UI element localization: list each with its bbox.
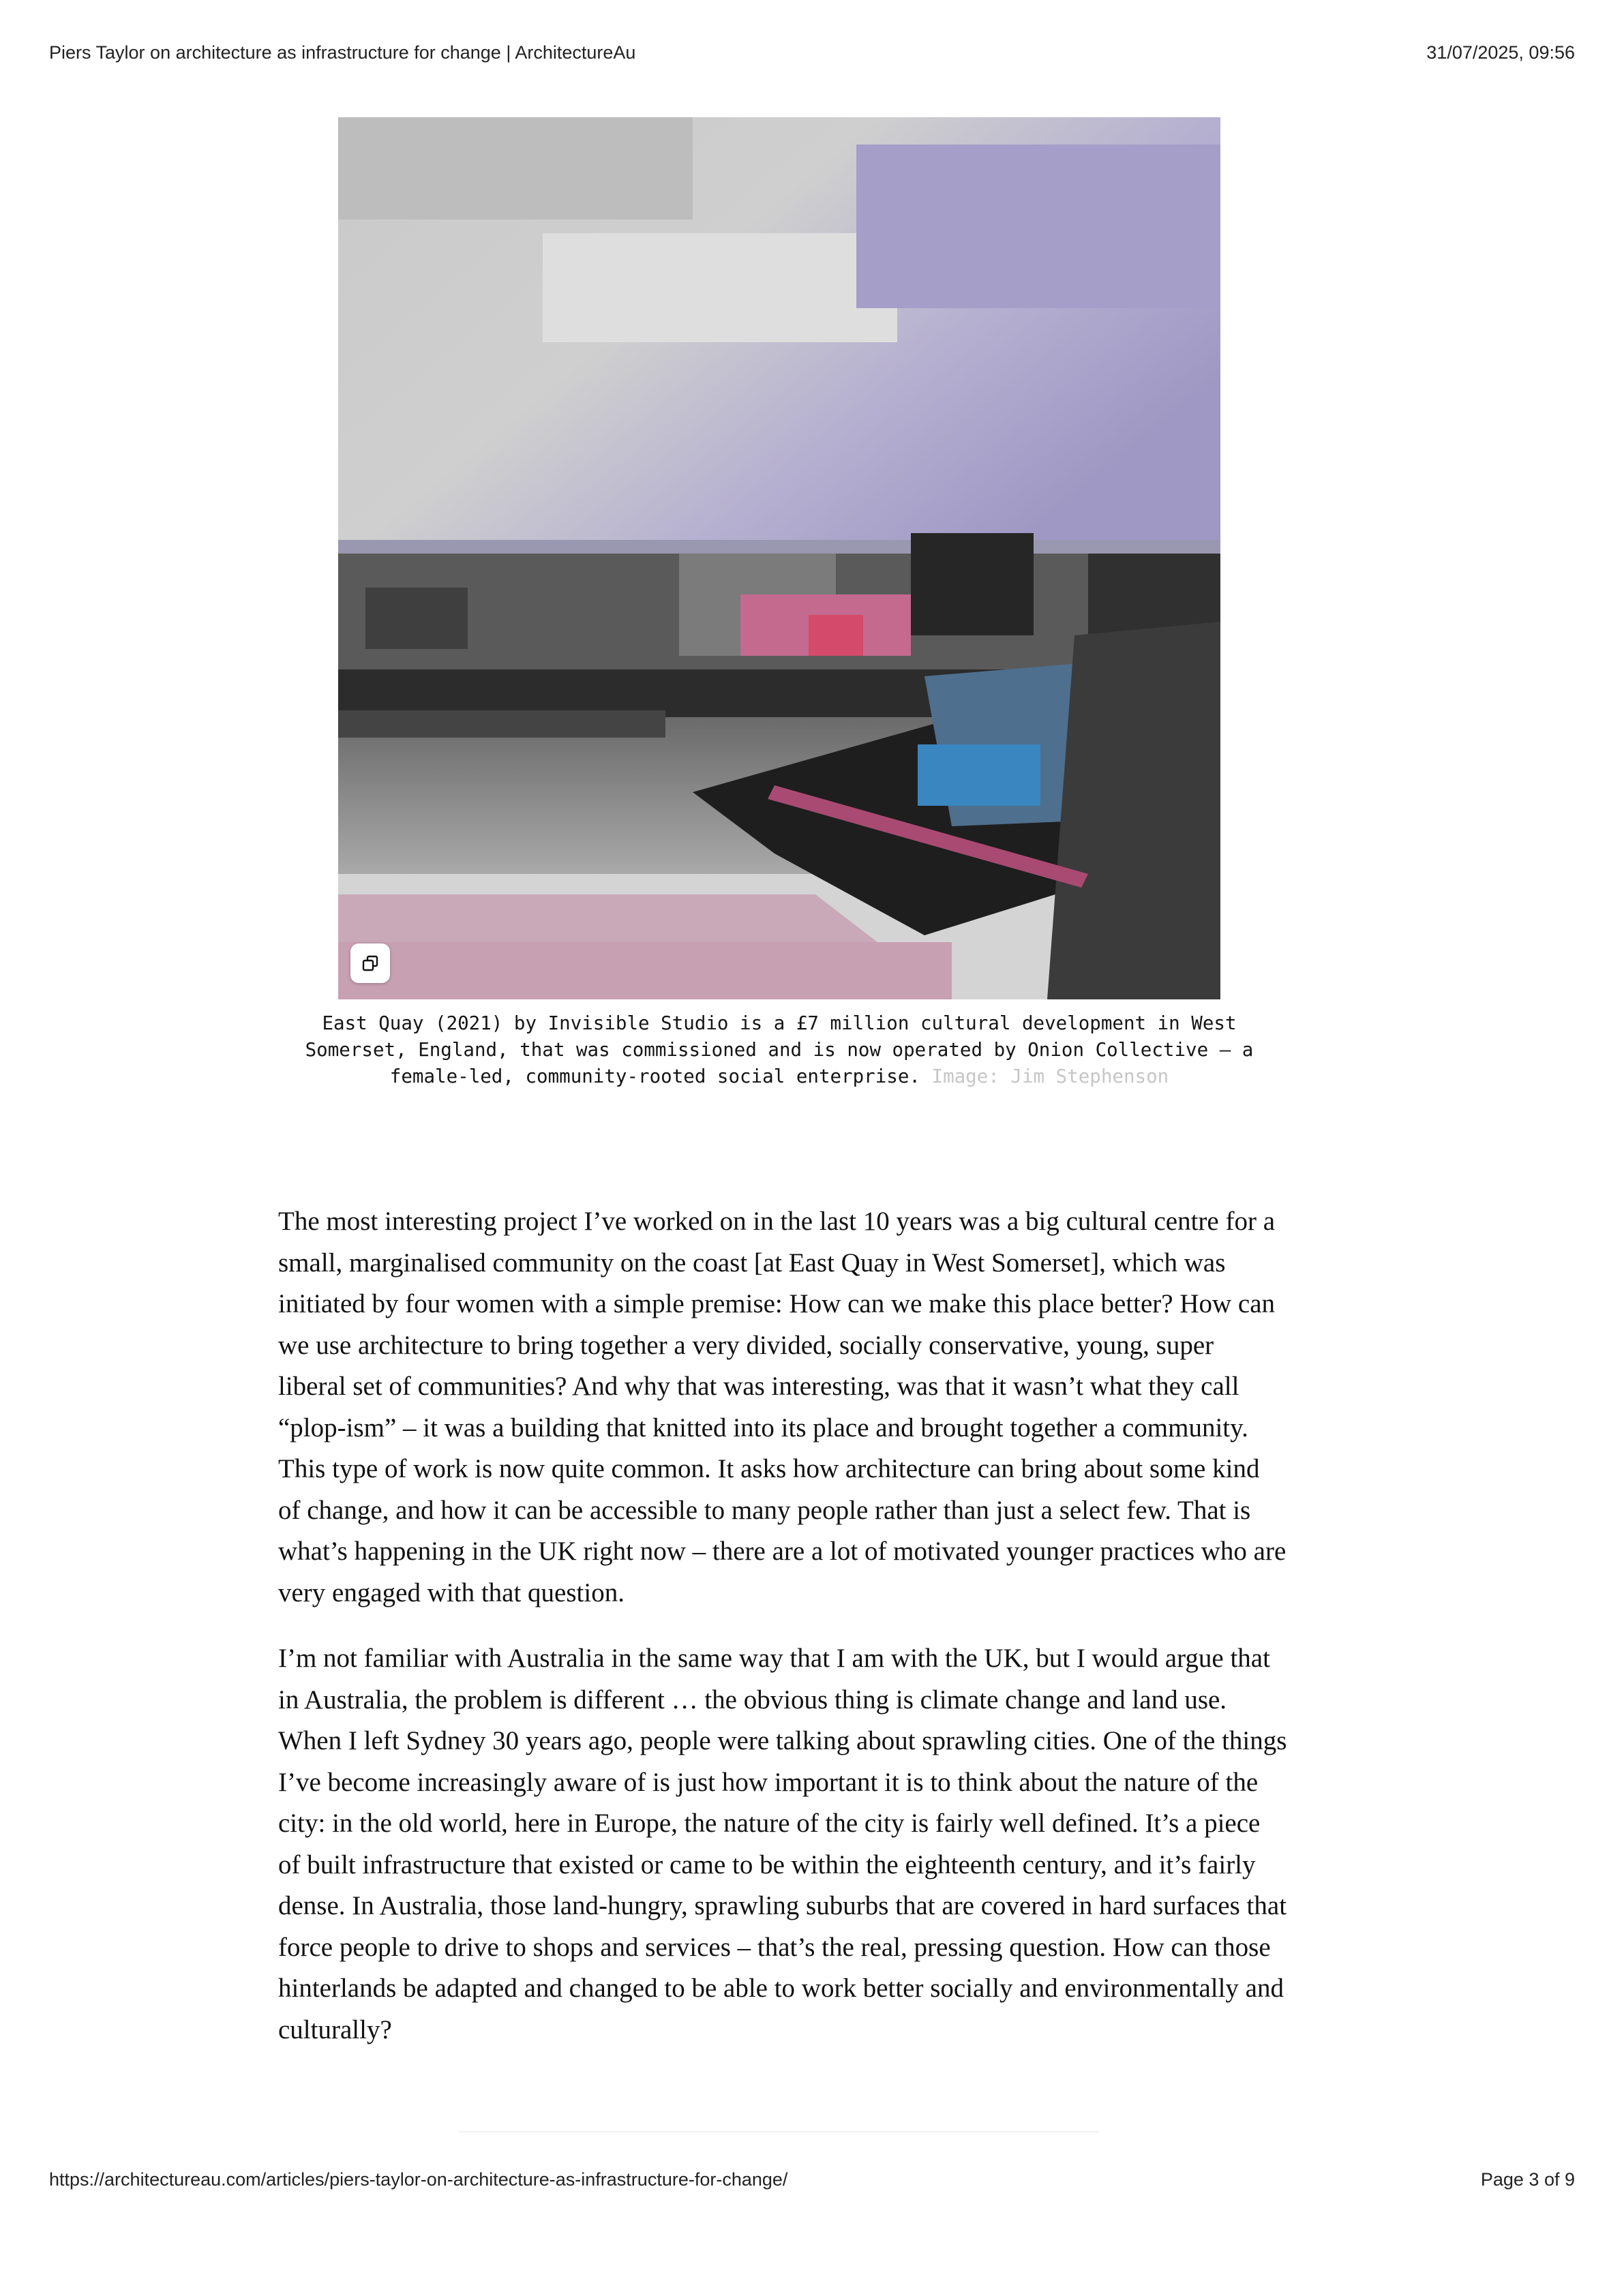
article-photo: [338, 117, 1220, 999]
print-footer: [0, 2169, 1624, 2210]
harbour-photo-illustration: [338, 117, 1220, 999]
caption-text: East Quay (2021) by Invisible Studio is a £7 million cultural development in West Somerset, England, that was commissioned and is now operated by Onion Collective – a female-led, community-rooted social enterprise.: [305, 1012, 1254, 1087]
print-datetime: 31/07/2025, 09:56: [1426, 42, 1575, 63]
print-page-title: Piers Taylor on architecture as infrastructure for change | ArchitectureAu: [49, 42, 636, 63]
enlarge-icon: [361, 954, 379, 972]
image-credit: Image: Jim Stephenson: [931, 1066, 1169, 1087]
print-page-number: Page 3 of 9: [1480, 2169, 1575, 2190]
enlarge-image-button[interactable]: [350, 943, 390, 983]
print-header: [0, 42, 1624, 83]
article-paragraph: The most interesting project I’ve worked on in the last 10 years was a big cultural centre for a small, marginalised community on the coast [at East Quay in West Somerset], which was initiated by four women with a simple premise: How can we make this place better? How can we use architecture to bring together a very divided, socially conservative, young, super liberal set of communities? And why that was interesting, was that it wasn’t what they call “plop-ism” – it was a building that knitted into its place and brought together a community. This type of work is now quite common. It asks how architecture can bring about some kind of change, and how it can be accessible to many people rather than just a select few. That is what’s happening in the UK right now – there are a lot of motivated younger practices who are very engaged with that question.: [278, 1207, 1287, 1607]
article-paragraph: I’m not familiar with Australia in the same way that I am with the UK, but I would argue that in Australia, the problem is different … the obvious thing is climate change and land use. When I left Sydney 30 years ago, people were talking about sprawling cities. One of the things I’ve become increasingly aware of is just how important it is to think about the nature of the city: in the old world, here in Europe, the nature of the city is fairly well defined. It’s a piece of built infrastructure that existed or came to be within the eighteenth century, and it’s fairly dense. In Australia, those land-hungry, sprawling suburbs that are covered in hard surfaces that force people to drive to shops and services – that’s the real, pressing question. How can those hinterlands be adapted and changed to be able to work better socially and environmentally and culturally?: [278, 1644, 1287, 2044]
print-url: https://architectureau.com/articles/piers-taylor-on-architecture-as-infrastructure-for-change/: [49, 2169, 788, 2190]
image-caption: [286, 1010, 1272, 1090]
article-body: [278, 1201, 1287, 2075]
divider: [458, 2131, 1099, 2132]
